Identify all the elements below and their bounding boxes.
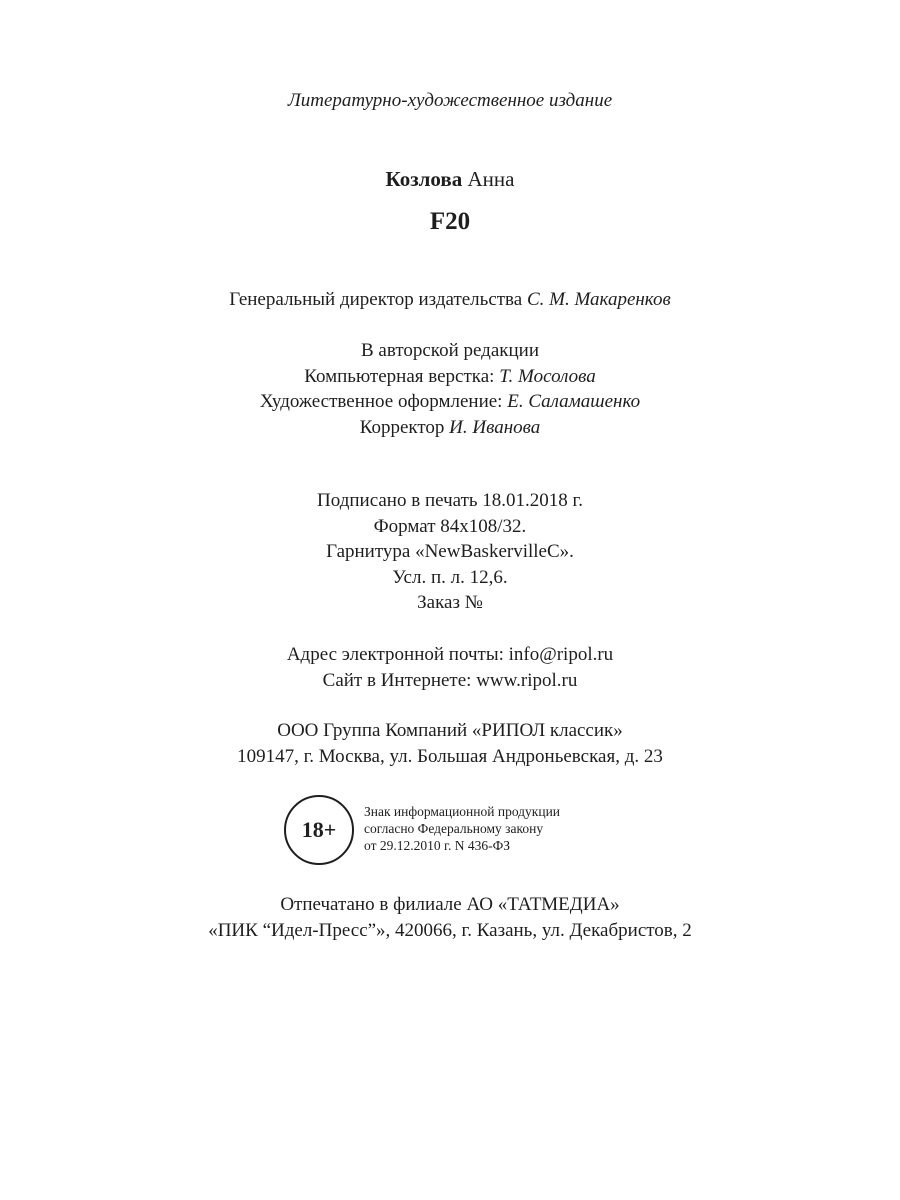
proof-credit — [0, 415, 900, 441]
age-rating-line-2: согласно Федеральному закону — [364, 821, 544, 836]
age-rating-line-3: от 29.12.2010 г. N 436-ФЗ — [364, 838, 511, 853]
design-credit — [0, 389, 900, 415]
layout-label: Компьютерная верстка: — [304, 365, 495, 387]
publisher-block — [0, 718, 900, 769]
site-line: Сайт в Интернете: www.ripol.ru — [322, 669, 578, 691]
age-rating-line-1: Знак информационной продукции — [364, 804, 561, 819]
email-line: Адрес электронной почты: info@ripol.ru — [286, 644, 614, 665]
proof-label: Корректор — [359, 416, 445, 438]
author-surname: Козлова — [385, 167, 463, 191]
credits-block — [0, 338, 900, 440]
printed-by-line-1: Отпечатано в филиале АО «ТАТМЕДИА» — [280, 894, 620, 915]
director-label: Генеральный директор издательства — [229, 289, 523, 310]
author-line — [0, 166, 900, 192]
edition-note: В авторской редакции — [360, 340, 540, 361]
proof-person: И. Иванова — [449, 416, 541, 438]
age-rating — [284, 795, 666, 865]
layout-credit — [0, 364, 900, 390]
book-title: F20 — [429, 208, 471, 235]
author-name: Анна — [467, 167, 515, 191]
layout-person: Т. Мосолова — [499, 365, 596, 387]
printed-by-line-2: «ПИК “Идел-Пресс”», 420066, г. Казань, ул. Декабристов, 2 — [208, 919, 692, 941]
design-person: Е. Саламашенко — [507, 391, 641, 412]
contacts-block — [0, 642, 900, 693]
signed-date: Подписано в печать 18.01.2018 г. — [317, 490, 583, 511]
typeface: Гарнитура «NewBaskervilleC». — [326, 541, 574, 562]
print-sheets: Усл. п. л. 12,6. — [392, 566, 508, 588]
age-rating-note — [364, 803, 560, 854]
design-label: Художественное оформление: — [259, 391, 503, 412]
director-line — [0, 287, 900, 313]
publisher-address: 109147, г. Москва, ул. Большая Андроньевская, д. 23 — [237, 745, 663, 767]
print-format: Формат 84x108/32. — [373, 515, 527, 537]
edition-type: Литературно-художественное издание — [287, 90, 613, 111]
order-number: Заказ № — [417, 592, 483, 613]
print-info-block — [0, 488, 900, 616]
printed-by-block — [0, 892, 900, 943]
age-rating-badge: 18+ — [284, 795, 354, 865]
director-person: С. М. Макаренков — [526, 289, 671, 310]
publisher-name: ООО Группа Компаний «РИПОЛ классик» — [277, 720, 623, 741]
